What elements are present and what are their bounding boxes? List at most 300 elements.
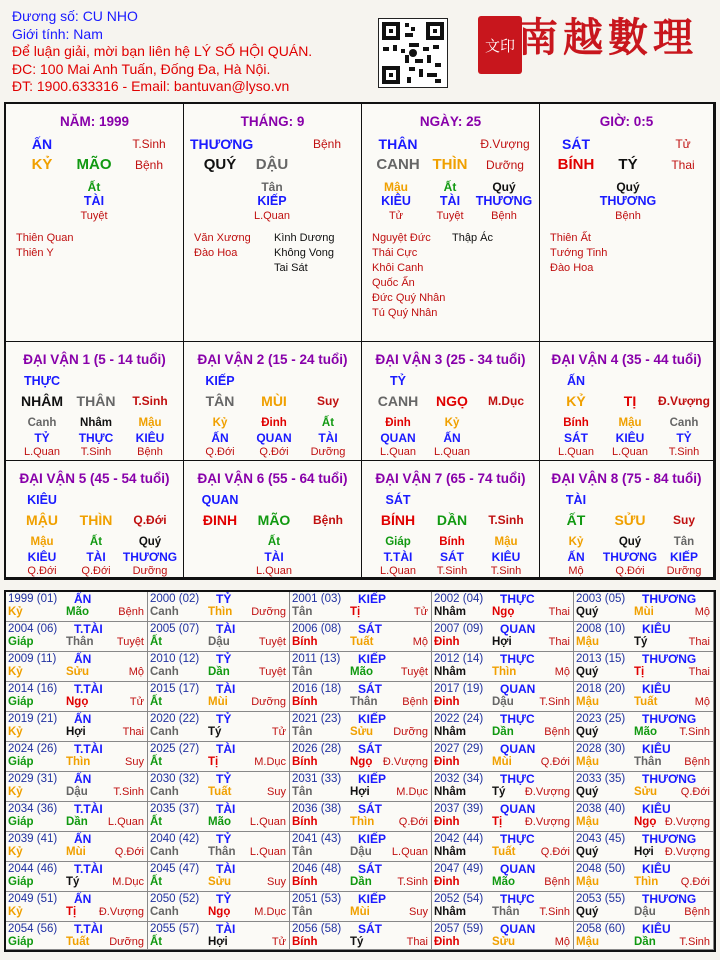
year-god: T.TÀI <box>74 922 103 936</box>
dv-hidden-stem: Đinh <box>385 417 411 429</box>
year-cell <box>574 862 714 892</box>
dai-van-cell <box>540 342 714 461</box>
year-phase: M.Dục <box>254 756 286 768</box>
year-cell <box>574 772 714 802</box>
dai-van-cell <box>6 342 184 461</box>
year-phase: Thai <box>122 726 144 738</box>
year-label: 2022 (24) <box>434 713 484 725</box>
owner-name: Đương số: CU NHO <box>12 8 138 24</box>
year-phase: Dưỡng <box>251 696 286 708</box>
dai-van-branch: DẦN <box>436 512 468 528</box>
star-left: Đức Quý Nhân <box>372 292 446 304</box>
dv-hidden-phase: Q.Đới <box>81 565 111 577</box>
year-branch: Thìn <box>350 816 375 828</box>
dai-van-title: ĐẠI VẬN 2 (15 - 24 tuổi) <box>197 352 348 367</box>
year-stem: Giáp <box>8 816 34 828</box>
year-stem: Tân <box>292 726 313 738</box>
year-cell <box>148 922 290 950</box>
year-branch: Mùi <box>66 846 86 858</box>
year-phase: Q.Đới <box>398 816 428 828</box>
year-stem: Giáp <box>8 756 34 768</box>
dai-van-cell <box>184 461 362 578</box>
year-branch: Dần <box>208 666 230 678</box>
dai-van-phase: Bệnh <box>313 513 343 527</box>
year-stem: Mậu <box>576 696 599 708</box>
year-branch: Tuất <box>66 936 90 948</box>
dai-van-branch: THÌN <box>79 512 113 528</box>
year-label: 2046 (48) <box>292 863 342 875</box>
year-label: 2041 (43) <box>292 833 342 845</box>
hidden-phase: Bệnh <box>491 210 517 222</box>
year-god: KIÊU <box>642 802 671 816</box>
year-cell <box>574 652 714 682</box>
year-god: SÁT <box>358 922 382 936</box>
dv-hidden-phase: L.Quan <box>433 446 471 458</box>
year-phase: Tử <box>413 606 428 618</box>
year-phase: Bệnh <box>684 756 710 768</box>
year-cell <box>6 832 148 862</box>
year-branch: Mão <box>66 606 89 618</box>
pillar-stem: QUÝ <box>203 156 237 173</box>
year-god: SÁT <box>358 742 382 756</box>
year-phase: Bệnh <box>118 606 144 618</box>
dv-hidden-stem: Đinh <box>261 417 287 429</box>
dv-hidden-phase: T.Sinh <box>436 565 468 577</box>
year-branch: Tị <box>634 666 645 678</box>
year-label: 2027 (29) <box>434 743 484 755</box>
dai-van-branch: SỬU <box>614 512 646 528</box>
year-phase: Dưỡng <box>251 606 286 618</box>
year-label: 2030 (32) <box>150 773 200 785</box>
year-label: 2029 (31) <box>8 773 58 785</box>
dv-hidden-phase: L.Quan <box>611 446 649 458</box>
year-branch: Thìn <box>66 756 91 768</box>
dai-van-cell <box>362 342 540 461</box>
dv-hidden-god: THỰC <box>78 431 114 445</box>
year-cell <box>432 772 574 802</box>
year-label: 2010 (12) <box>150 653 200 665</box>
year-god: SÁT <box>358 862 382 876</box>
dv-hidden-stem: Tân <box>673 536 695 548</box>
year-branch: Sửu <box>634 786 658 798</box>
year-branch: Mão <box>634 726 657 738</box>
year-phase: Dưỡng <box>393 726 428 738</box>
year-branch: Thân <box>492 906 520 918</box>
dai-van-cell <box>6 461 184 578</box>
contact-line-1: Để luận giải, mời bạn liên hệ LÝ SỐ HỘI QUÁN. <box>12 43 313 59</box>
year-stem: Mậu <box>576 756 599 768</box>
year-stem: Ất <box>150 876 163 888</box>
year-branch: Tý <box>350 936 364 948</box>
year-phase: Mộ <box>694 606 710 618</box>
pillar-title: GIỜ: 0:5 <box>599 114 654 129</box>
year-label: 2051 (53) <box>292 893 342 905</box>
year-label: 2006 (08) <box>292 623 342 635</box>
dv-hidden-phase: Dưỡng <box>666 565 702 577</box>
year-stem: Canh <box>150 666 179 678</box>
dai-van-phase: Đ.Vượng <box>658 394 710 408</box>
pillar-phase: Dưỡng <box>486 158 524 172</box>
header-info <box>12 8 352 96</box>
year-stem: Tân <box>292 666 313 678</box>
year-phase: Suy <box>267 876 286 888</box>
year-branch: Dần <box>634 936 656 948</box>
star-right: Không Vong <box>274 247 334 259</box>
year-stem: Kỷ <box>8 846 23 858</box>
year-label: 2032 (34) <box>434 773 484 785</box>
dv-hidden-god: TÀI <box>86 550 106 564</box>
year-god: TÀI <box>216 802 236 816</box>
year-label: 2055 (57) <box>150 923 200 935</box>
year-god: THƯƠNG <box>642 892 697 906</box>
dai-van-phase: M.Dục <box>488 394 524 408</box>
year-stem: Kỷ <box>8 606 23 618</box>
star-left: Thiên Y <box>16 247 54 259</box>
year-god: ẤN <box>74 712 92 726</box>
year-stem: Tân <box>292 606 313 618</box>
year-branch: Ngọ <box>66 696 89 708</box>
year-phase: T.Sinh <box>397 876 428 888</box>
dv-hidden-phase: Q.Đới <box>27 565 57 577</box>
dv-hidden-phase: Dưỡng <box>132 565 168 577</box>
star-left: Tướng Tinh <box>550 247 608 259</box>
year-phase: Bệnh <box>684 906 710 918</box>
year-label: 2013 (15) <box>576 653 626 665</box>
star-right: Thập Ác <box>452 232 493 244</box>
year-phase: M.Dục <box>112 876 144 888</box>
dv-hidden-stem: Nhâm <box>80 417 112 429</box>
year-label: 2024 (26) <box>8 743 58 755</box>
year-cell <box>148 592 290 622</box>
year-cell <box>574 622 714 652</box>
year-label: 1999 (01) <box>8 593 58 605</box>
year-branch: Mùi <box>350 906 370 918</box>
dai-van-stem: NHÂM <box>21 393 63 409</box>
year-phase: Suy <box>409 906 428 918</box>
year-stem: Bính <box>292 936 318 948</box>
dai-van-phase: Suy <box>316 394 339 408</box>
year-god: THƯƠNG <box>642 712 697 726</box>
hidden-phase: L.Quan <box>253 210 291 222</box>
dv-hidden-phase: Q.Đới <box>205 446 235 458</box>
year-stem: Nhâm <box>434 666 466 678</box>
dai-van-title: ĐẠI VẬN 1 (5 - 14 tuổi) <box>23 352 166 367</box>
year-branch: Mùi <box>634 606 654 618</box>
year-phase: Thai <box>688 636 710 648</box>
brand-logo <box>518 6 698 63</box>
year-god: KIẾP <box>358 712 387 726</box>
year-cell <box>574 712 714 742</box>
pillar-god-top: ẤN <box>31 136 53 152</box>
hidden-stem: Quý <box>616 180 640 194</box>
year-god: T.TÀI <box>74 622 103 636</box>
year-branch: Ngọ <box>492 606 515 618</box>
year-phase: Q.Đới <box>540 846 570 858</box>
year-god: TỶ <box>216 592 232 606</box>
dai-van-title: ĐẠI VẬN 7 (65 - 74 tuổi) <box>375 471 526 486</box>
year-god: TÀI <box>216 622 236 636</box>
hidden-stem: Ất <box>87 180 101 194</box>
year-branch: Thân <box>66 636 94 648</box>
year-label: 2048 (50) <box>576 863 626 875</box>
year-cell <box>290 802 432 832</box>
year-label: 2040 (42) <box>150 833 200 845</box>
year-label: 2052 (54) <box>434 893 484 905</box>
year-branch: Sửu <box>208 876 232 888</box>
dv-hidden-phase: Q.Đới <box>259 446 289 458</box>
year-phase: Đ.Vượng <box>98 906 144 918</box>
year-branch: Mùi <box>208 696 228 708</box>
star-left: Đào Hoa <box>550 262 594 274</box>
pillar-god-top: THÂN <box>378 136 418 152</box>
qr-code-icon[interactable] <box>378 18 448 88</box>
year-cell <box>290 862 432 892</box>
year-god: SÁT <box>358 622 382 636</box>
year-god: KIÊU <box>642 742 671 756</box>
dai-van-stem: BÍNH <box>380 512 416 528</box>
year-god: KIÊU <box>642 622 671 636</box>
dv-hidden-stem: Ất <box>89 536 103 548</box>
dv-hidden-stem: Bính <box>563 417 589 429</box>
pillar-stem: CANH <box>376 156 420 173</box>
year-phase: Thai <box>688 666 710 678</box>
dai-van-god: QUAN <box>201 493 239 507</box>
year-label: 2054 (56) <box>8 923 58 935</box>
year-stem: Đinh <box>434 816 460 828</box>
dv-hidden-phase: Dưỡng <box>310 446 346 458</box>
dv-hidden-stem: Bính <box>439 536 465 548</box>
year-phase: Mộ <box>554 936 570 948</box>
dai-van-title: ĐẠI VẬN 4 (35 - 44 tuổi) <box>551 352 702 367</box>
year-phase: L.Quan <box>391 846 428 858</box>
dv-hidden-phase: Q.Đới <box>615 565 645 577</box>
pillar-cell <box>362 104 540 342</box>
year-branch: Tý <box>634 636 648 648</box>
dv-hidden-phase: L.Quan <box>379 446 417 458</box>
year-god: QUAN <box>500 742 536 756</box>
year-label: 2016 (18) <box>292 683 342 695</box>
year-phase: Đ.Vượng <box>664 846 710 858</box>
year-cell <box>432 652 574 682</box>
year-label: 2007 (09) <box>434 623 484 635</box>
year-cell <box>6 742 148 772</box>
dai-van-god: KIÊU <box>27 493 57 507</box>
year-stem: Nhâm <box>434 786 466 798</box>
year-god: QUAN <box>500 622 536 636</box>
pillar-phase: Bệnh <box>134 158 164 172</box>
year-phase: T.Sinh <box>539 696 570 708</box>
hidden-phase: Tuyệt <box>80 210 108 222</box>
dai-van-cell <box>362 461 540 578</box>
dv-hidden-phase: L.Quan <box>379 565 417 577</box>
dv-hidden-stem: Quý <box>618 536 642 548</box>
year-label: 2031 (33) <box>292 773 342 785</box>
year-stem: Đinh <box>434 756 460 768</box>
year-branch: Hợi <box>66 726 86 738</box>
year-god: THƯƠNG <box>642 652 697 666</box>
year-label: 2005 (07) <box>150 623 200 635</box>
dai-van-phase: Suy <box>672 513 695 527</box>
year-label: 2053 (55) <box>576 893 626 905</box>
year-branch: Ngọ <box>634 816 657 828</box>
year-god: KIÊU <box>642 922 671 936</box>
dv-hidden-god: THƯƠNG <box>602 550 658 564</box>
dv-hidden-god: QUAN <box>380 431 416 445</box>
year-branch: Mão <box>350 666 373 678</box>
dv-hidden-god: TỶ <box>676 431 692 445</box>
year-branch: Tuất <box>208 786 232 798</box>
star-left: Quốc Ấn <box>372 277 415 289</box>
year-branch: Dậu <box>208 636 230 648</box>
year-phase: T.Sinh <box>679 936 710 948</box>
year-cell <box>6 712 148 742</box>
dai-van-title: ĐẠI VẬN 8 (75 - 84 tuổi) <box>551 471 702 486</box>
year-stem: Đinh <box>434 936 460 948</box>
year-god: ẤN <box>74 592 92 606</box>
hidden-god: TÀI <box>83 194 105 208</box>
year-phase: Tuyệt <box>400 666 428 678</box>
year-cell <box>290 622 432 652</box>
year-phase: L.Quan <box>107 816 144 828</box>
year-stem: Tân <box>292 846 313 858</box>
year-phase: Tử <box>129 696 144 708</box>
year-branch: Dậu <box>350 846 372 858</box>
year-label: 2058 (60) <box>576 923 626 935</box>
year-phase: Mộ <box>128 666 144 678</box>
year-cell <box>290 832 432 862</box>
year-cell <box>148 892 290 922</box>
year-phase: Tuyệt <box>116 636 144 648</box>
year-god: ẤN <box>74 832 92 846</box>
year-label: 2039 (41) <box>8 833 58 845</box>
pillar-stem: KỶ <box>31 156 53 173</box>
dai-van-phase: Q.Đới <box>133 513 167 527</box>
star-left: Thiên Ất <box>550 232 591 244</box>
year-branch: Hợi <box>350 786 370 798</box>
year-label: 2008 (10) <box>576 623 626 635</box>
year-cell <box>148 712 290 742</box>
hidden-god: KIẾP <box>257 194 287 208</box>
dv-hidden-phase: L.Quan <box>255 565 293 577</box>
year-cell <box>290 652 432 682</box>
year-god: TÀI <box>216 682 236 696</box>
year-label: 2037 (39) <box>434 803 484 815</box>
pillar-cell <box>540 104 714 342</box>
year-label: 2001 (03) <box>292 593 342 605</box>
year-phase: Thai <box>548 636 570 648</box>
year-label: 2019 (21) <box>8 713 58 725</box>
dv-hidden-god: KIÊU <box>135 431 165 445</box>
year-branch: Sửu <box>492 936 516 948</box>
dai-van-branch: THÂN <box>76 393 116 409</box>
year-stem: Bính <box>292 756 318 768</box>
year-label: 2000 (02) <box>150 593 200 605</box>
dv-hidden-god: SÁT <box>440 550 464 564</box>
star-left: Tú Quý Nhân <box>372 307 438 319</box>
year-label: 2020 (22) <box>150 713 200 725</box>
year-cell <box>574 892 714 922</box>
year-cell <box>148 802 290 832</box>
year-god: KIẾP <box>358 772 387 786</box>
year-branch: Thân <box>634 756 662 768</box>
year-phase: T.Sinh <box>679 726 710 738</box>
dai-van-cell <box>540 461 714 578</box>
year-label: 2035 (37) <box>150 803 200 815</box>
dv-hidden-phase: T.Sinh <box>668 446 700 458</box>
hidden-stem: Quý <box>492 180 516 194</box>
year-stem: Ất <box>150 636 163 648</box>
star-left: Văn Xương <box>194 232 251 244</box>
year-god: TỶ <box>216 712 232 726</box>
year-branch: Dậu <box>634 906 656 918</box>
year-god: ẤN <box>74 892 92 906</box>
year-stem: Bính <box>292 636 318 648</box>
dv-hidden-god: TỶ <box>34 431 50 445</box>
year-stem: Giáp <box>8 936 34 948</box>
year-stem: Canh <box>150 726 179 738</box>
year-cell <box>148 832 290 862</box>
year-phase: Dưỡng <box>109 936 144 948</box>
year-phase: Thai <box>406 936 428 948</box>
year-phase: Đ.Vượng <box>382 756 428 768</box>
year-cell <box>432 742 574 772</box>
year-branch: Mùi <box>492 756 512 768</box>
year-god: THỰC <box>500 712 535 726</box>
dai-van-title: ĐẠI VẬN 3 (25 - 34 tuổi) <box>375 352 526 367</box>
year-cell <box>290 922 432 950</box>
year-cell <box>148 682 290 712</box>
year-phase: T.Sinh <box>539 906 570 918</box>
year-branch: Dần <box>492 726 514 738</box>
year-phase: Q.Đới <box>680 876 710 888</box>
year-cell <box>574 592 714 622</box>
dv-hidden-phase: Bệnh <box>137 446 163 458</box>
hidden-stem: Tân <box>261 180 283 194</box>
year-phase: Tuyệt <box>258 636 286 648</box>
year-cell <box>574 802 714 832</box>
year-label: 2049 (51) <box>8 893 58 905</box>
dai-van-stem: ẤT <box>566 512 586 528</box>
dv-hidden-phase: L.Quan <box>557 446 595 458</box>
year-label: 2023 (25) <box>576 713 626 725</box>
year-label: 2021 (23) <box>292 713 342 725</box>
year-cell <box>290 892 432 922</box>
year-cell <box>148 652 290 682</box>
hidden-stem: Mậu <box>384 180 408 194</box>
dv-hidden-god: QUAN <box>256 431 292 445</box>
year-cell <box>432 712 574 742</box>
year-label: 2003 (05) <box>576 593 626 605</box>
year-branch: Dần <box>66 816 88 828</box>
pillar-stem: BÍNH <box>557 156 595 173</box>
year-branch: Thìn <box>208 606 233 618</box>
year-cell <box>574 742 714 772</box>
year-phase: Tuyệt <box>258 666 286 678</box>
year-stem: Quý <box>576 846 599 858</box>
year-god: KIẾP <box>358 652 387 666</box>
pillar-phase-top: Tử <box>675 137 691 151</box>
year-phase: Q.Đới <box>540 756 570 768</box>
year-god: THỰC <box>500 652 535 666</box>
year-stem: Giáp <box>8 696 34 708</box>
year-stem: Kỷ <box>8 726 23 738</box>
year-stem: Mậu <box>576 816 599 828</box>
owner-gender: Giới tính: Nam <box>12 25 103 42</box>
year-stem: Mậu <box>576 936 599 948</box>
year-phase: Suy <box>125 756 144 768</box>
year-phase: Bệnh <box>544 876 570 888</box>
year-label: 2056 (58) <box>292 923 342 935</box>
